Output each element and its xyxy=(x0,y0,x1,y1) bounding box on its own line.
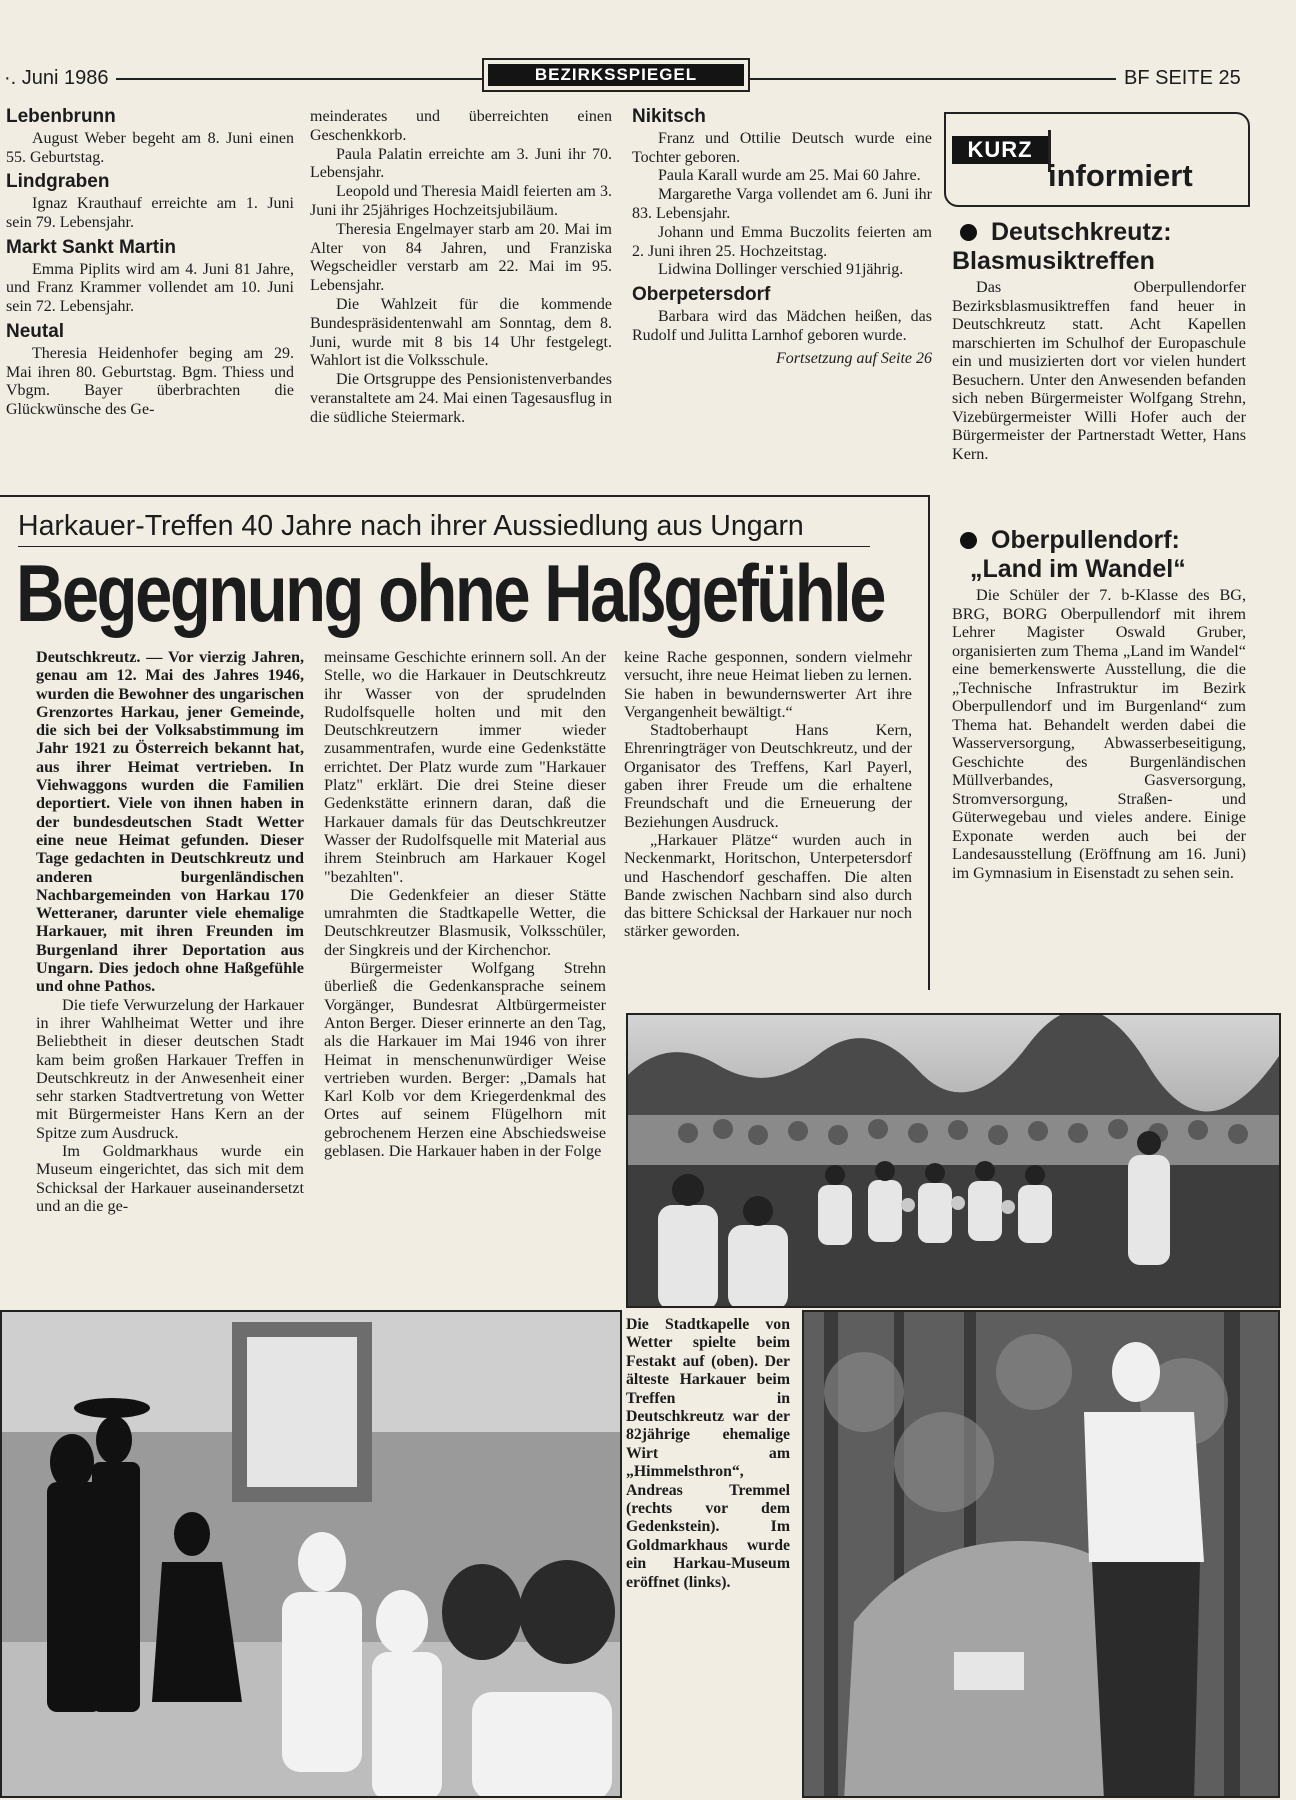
news-item: Paula Palatin erreichte am 3. Juni ihr 70. Lebensjahr. xyxy=(310,145,612,182)
article-paragraph: Die Gedenkfeier an dieser Stätte umrahmten die Stadtkapelle Wetter, die Deutschkreutzer Blasmusik, Volksschüler, der Singkreis und der Kirchenchor. xyxy=(324,885,606,959)
news-item: Die Wahlzeit für die kommende Bundespräsidentenwahl am Sonntag, dem 8. Juni, wurde mit 8 bis 14 Uhr festgelegt. Wahlort ist die Volksschule. xyxy=(310,295,612,370)
news-item: Leopold und Theresia Maidl feierten am 3. Juni ihr 25jähriges Hochzeitsjubiläum. xyxy=(310,183,612,219)
news-column-2 xyxy=(310,108,612,478)
article-paragraph: Bürgermeister Wolfgang Strehn überließ die Gedenkansprache seinem Vorgänger, Bundesrat Altbürgermeister Anton Berger. Dieser erinnerte an den Tag, als die Harkauer im Mai 1946 von ihrer Heimat in menschenunwürdiger Weise vertrieben wurden. Berger: „Damals hat Karl Kolb vor dem Kriegerdenkmal des Ortes auf seinem Flügelhorn mit gebrochenem Herzen eine Abschiedsweise geblasen. Die Harkauer haben in der Folge xyxy=(324,959,606,1161)
news-item: meinderates und überreichten einen Geschenkkorb. xyxy=(310,108,612,144)
photo-band xyxy=(626,1013,1281,1308)
bullet-icon xyxy=(960,224,977,241)
memorial-photo-image xyxy=(804,1312,1280,1798)
news-item: Barbara wird das Mädchen heißen, das Rudolf und Julitta Larnhof geboren wurde. xyxy=(632,307,932,344)
news-item: Paula Karall wurde am 25. Mai 60 Jahre. xyxy=(658,167,921,185)
header-rule-right xyxy=(750,78,1116,80)
article-top-rule xyxy=(0,495,930,497)
place-heading: Lindgraben xyxy=(6,171,110,193)
photo-caption: Die Stadtkapelle von Wetter spielte beim Festakt auf (oben). Der älteste Harkauer beim Treffen in Deutschkreutz war der 82jährige ehemalige Wirt am „Himmelsthron“, Andreas Tremmel (rechts vor dem Gedenkstein). Im Goldmarkhaus wurde ein Harkau-Museum eröffnet (links). xyxy=(626,1316,790,1591)
article-paragraph: meinsame Geschichte erinnern soll. An der Stelle, wo die Harkauer in Deutschkreutz ihr Wasser von der sprudelnden Rudolfsquelle holten und mit den Deutschkreutzern immer wieder zusammentrafen, wurde eine Gedenkstätte errichtet. Der Platz wurde zum "Harkauer Platz" erklärt. Die drei Steine dieser Gedenkstätte erinnern daran, daß die Harkauer damals für das Deutschkreutzer Wasser der Rudolfsquelle mit Material aus ihrem Steinbruch am Harkauer Kogel "bezahlten". xyxy=(324,648,606,886)
section-tag-label: BEZIRKSSPIEGEL xyxy=(488,64,744,86)
article-lead: Deutschkreutz. — Vor vierzig Jahren, genau am 12. Mai des Jahres 1946, wurden die Bewohner des ungarischen Grenzortes Harkau, jener Gemeinde, die sich bei der Volksabstimmung im Jahr 1921 zu Österreich bekannt hat, aus ihrer Heimat vertrieben. In Viehwaggons wurden die Familien deportiert. Viele von ihnen haben in der bundesdeutschen Stadt Wetter eine neue Heimat gefunden. Dieser Tage gedachten in Deutschkreutz und anderen burgenländischen Nachbargemeinden von Harkau 170 Wetteraner, darunter viele ehemalige Harkauer, mit ihren Freunden im Burgenland ihrer Deportation aus Ungarn. Dies jedoch ohne Haßgefühle und ohne Pathos. xyxy=(36,648,304,996)
article-column-1 xyxy=(36,648,304,1296)
news-column-3 xyxy=(632,108,932,478)
news-item: Ignaz Krauthauf erreichte am 1. Juni sein 79. Lebensjahr. xyxy=(6,195,294,231)
place-heading: Lebenbrunn xyxy=(6,108,116,127)
article-paragraph: keine Rache gesponnen, sondern vielmehr versucht, ihre neue Heimat lieben zu lernen. Sie haben in bewundernswerter Art ihre Vergangenheit bewältigt.“ xyxy=(624,648,912,721)
article-column-2 xyxy=(324,648,606,1296)
news-item: Theresia Engelmayer starb am 20. Mai im Alter von 84 Jahren, und Franziska Wegscheidler verstarb am 22. Mai im 95. Lebensjahr. xyxy=(310,220,612,295)
article-kicker: Harkauer-Treffen 40 Jahre nach ihrer Aussiedlung aus Ungarn xyxy=(18,510,804,542)
news-item: August Weber begeht am 8. Juni einen 55. Geburtstag. xyxy=(6,129,294,166)
place-heading: Oberpetersdorf xyxy=(632,284,771,306)
news-column-1 xyxy=(6,108,294,478)
article-paragraph: Stadtoberhaupt Hans Kern, Ehrenringträger von Deutschkreutz, und der Organisator des Treffens, Karl Payerl, gaben ihrer Freude um die erhaltene Freundschaft und die Erneuerung der Beziehungen Ausdruck. xyxy=(624,721,912,831)
kurz-label: KURZ xyxy=(952,136,1048,164)
news-item: Johann und Emma Buczolits feierten am 2. Juni ihren 25. Hochzeitstag. xyxy=(632,223,932,260)
news-item: Theresia Heidenhofer beging am 29. Mai ihren 80. Geburtstag. Bgm. Thiess und Vbgm. Bayer überbrachten die Glückwünsche des Ge- xyxy=(6,344,294,419)
continued-note: Fortsetzung auf Seite 26 xyxy=(776,349,932,367)
band-photo-image xyxy=(628,1015,1281,1308)
sidebar-heading: Blasmusiktreffen xyxy=(952,247,1155,275)
place-heading: Nikitsch xyxy=(632,108,706,127)
kurz-informiert-box xyxy=(944,112,1250,207)
issue-date: ·. Juni 1986 xyxy=(4,67,109,89)
news-item: Lidwina Dollinger verschied 91jährig. xyxy=(658,261,904,279)
place-heading: Markt Sankt Martin xyxy=(6,236,176,258)
informiert-label: informiert xyxy=(1048,158,1193,193)
sidebar-item-deutschkreutz xyxy=(952,218,1246,463)
sidebar-text: Das Oberpullendorfer Bezirksblasmusiktreffen fand heuer in Deutschkreutz statt. Acht Kapellen marschierten im Schulhof der Europaschule ein und musizierten dort vor vielen hundert Besuchern. Unter den Anwesenden befanden sich neben Bürgermeister Wolfgang Strehn, Vizebürgermeister Willi Hofer auch der Bürgermeister der Partnerstadt Wetter, Hans Kern. xyxy=(952,278,1246,463)
kicker-underline xyxy=(18,546,870,547)
bullet-icon xyxy=(960,532,977,549)
sidebar-text: Die Schüler der 7. b-Klasse des BG, BRG, BORG Oberpullendorf mit ihrem Lehrer Magister Oswald Gruber, organisierten zum Thema „Land im Wandel“ eine bemerkenswerte Ausstellung, die die „Technische Infrastruktur im Bezirk Oberpullendorf und im Burgenland“ zum Thema hat. Behandelt werden dabei die Wasserversorgung, Abwasserbeseitigung, Geschichte des Burgenländischen Müllverbandes, Gasversorgung, Stromversorgung, Straßen- und Güterwegebau und vieles andere. Einige Exponate werden auch bei der Landesausstellung (Eröffnung am 16. Juni) im Gymnasium in Eisenstadt zu sehen sein. xyxy=(952,586,1246,882)
sidebar-heading: Oberpullendorf: xyxy=(991,526,1180,554)
section-tag xyxy=(482,58,750,92)
photo-memorial-stone xyxy=(802,1310,1280,1798)
photo-museum xyxy=(0,1310,622,1798)
article-headline: Begegnung ohne Haßgefühle xyxy=(16,549,885,640)
news-item: Margarethe Varga vollendet am 6. Juni ihr 83. Lebensjahr. xyxy=(632,186,932,222)
header-rule-left xyxy=(116,78,482,80)
article-column-3 xyxy=(624,648,912,1000)
article-paragraph: Die tiefe Verwurzelung der Harkauer in ihrer Wahlheimat Wetter und ihre Beliebtheit in dieser deutschen Stadt kam beim großen Harkauer Treffen in Deutschkreutz in der Anwesenheit einer sehr starken Stadtvertretung von Wetter mit Bürgermeister Hans Kern an der Spitze zum Ausdruck. xyxy=(36,995,304,1142)
sidebar-item-oberpullendorf xyxy=(952,526,1246,882)
news-item: Die Ortsgruppe des Pensionistenverbandes veranstaltete am 24. Mai einen Tagesausflug in die südliche Steiermark. xyxy=(310,371,612,426)
sidebar-heading: „Land im Wandel“ xyxy=(970,555,1186,583)
place-heading: Neutal xyxy=(6,320,65,342)
article-paragraph: „Harkauer Plätze“ wurden auch in Neckenmarkt, Horitschon, Unterpetersdorf und Haschendorf geschaffen. Die alten Bande zwischen Nachbarn sind also durch das bittere Schicksal der Harkauer nur noch stärker geworden. xyxy=(624,830,912,941)
news-item: Franz und Ottilie Deutsch wurde eine Tochter geboren. xyxy=(632,129,932,166)
sidebar-heading: Deutschkreutz: xyxy=(991,218,1172,246)
article-right-rule xyxy=(928,495,930,990)
museum-photo-image xyxy=(2,1312,622,1798)
page-number: BF SEITE 25 xyxy=(1124,67,1241,89)
news-item: Emma Piplits wird am 4. Juni 81 Jahre, und Franz Krammer vollendet am 10. Juni sein 72. Lebensjahr. xyxy=(6,260,294,316)
article-paragraph: Im Goldmarkhaus wurde ein Museum eingerichtet, das sich mit dem Schicksal der Harkauer auseinandersetzt und an die ge- xyxy=(36,1142,304,1215)
